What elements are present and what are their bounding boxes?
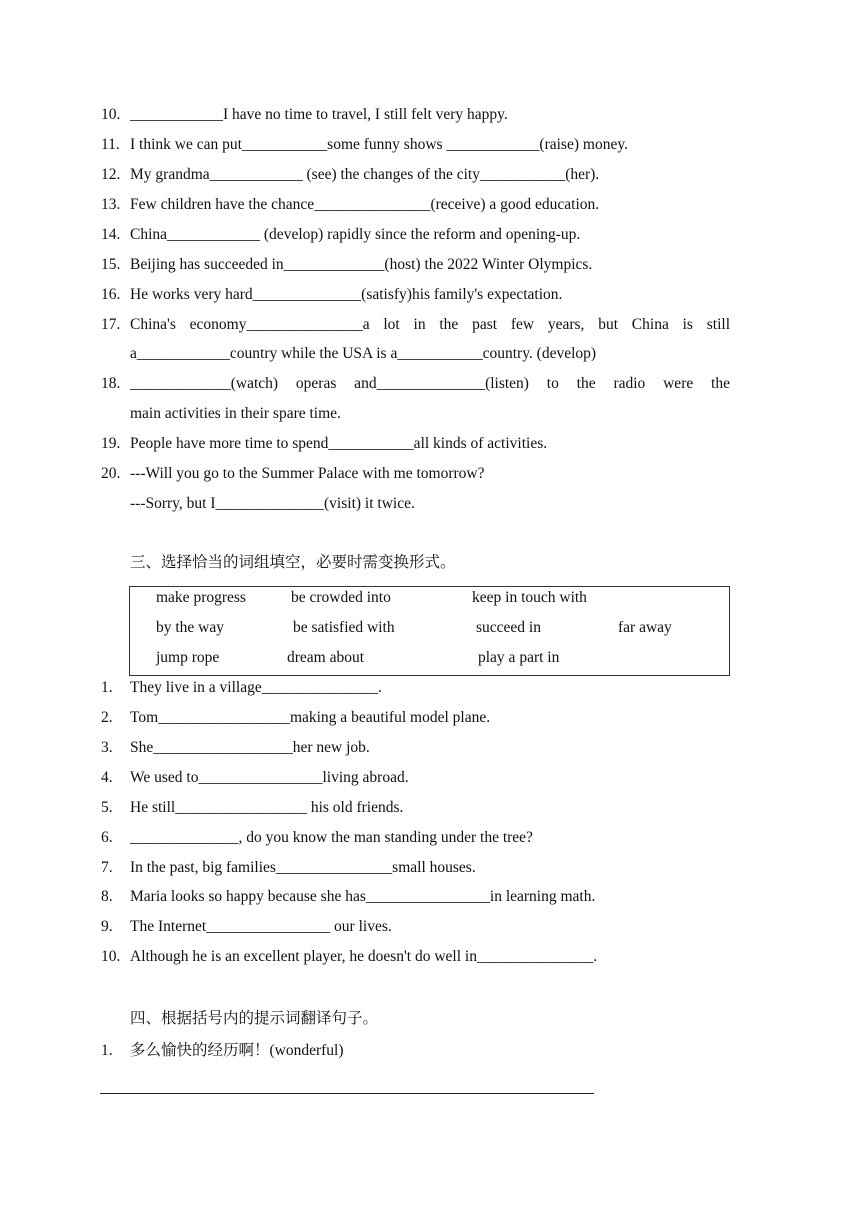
item-text: Few children have the chance_______________(receive) a good education. <box>130 196 600 213</box>
phrase-jump-rope: jump rope <box>156 649 220 666</box>
item-text: My grandma____________ (see) the changes of the city___________(her). <box>130 166 600 183</box>
item-text: China____________ (develop) rapidly since the reform and opening-up. <box>130 226 581 243</box>
item-number: 10. <box>101 948 121 965</box>
item-number: 8. <box>101 888 113 905</box>
item-text: China's economy_______________a lot in the past few years, but China is still <box>130 316 730 333</box>
phrase-dream-about: dream about <box>287 649 365 666</box>
item-number: 6. <box>101 829 113 846</box>
item-number: 13. <box>101 196 121 213</box>
item-text: The Internet________________ our lives. <box>130 918 392 935</box>
item-text: Maria looks so happy because she has________________in learning math. <box>130 888 596 905</box>
item-text-continued: a____________country while the USA is a___________country. (develop) <box>130 345 597 362</box>
translation-answer-line[interactable] <box>100 1093 594 1094</box>
item-text: _____________(watch) operas and______________(listen) to the radio were the <box>130 375 730 392</box>
item-number: 5. <box>101 799 113 816</box>
phrase-succeed-in: succeed in <box>476 619 541 636</box>
phrase-be-crowded-into: be crowded into <box>291 589 391 606</box>
item-number: 2. <box>101 709 113 726</box>
item-number: 16. <box>101 286 121 303</box>
item-text: He works very hard______________(satisfy)his family's expectation. <box>130 286 563 303</box>
item-text: ---Will you go to the Summer Palace with me tomorrow? <box>130 465 485 482</box>
item-number: 7. <box>101 859 113 876</box>
item-text: Tom_________________making a beautiful model plane. <box>130 709 491 726</box>
item-text: She__________________her new job. <box>130 739 370 756</box>
item-number: 12. <box>101 166 121 183</box>
item-number: 1. <box>101 679 113 696</box>
item-text: Although he is an excellent player, he doesn't do well in_______________. <box>130 948 598 965</box>
item-number: 11. <box>101 136 120 153</box>
item-text: I think we can put___________some funny shows ____________(raise) money. <box>130 136 628 153</box>
item-number: 14. <box>101 226 121 243</box>
phrase-be-satisfied-with: be satisfied with <box>293 619 395 636</box>
phrase-make-progress: make progress <box>156 589 246 606</box>
item-text: They live in a village_______________. <box>130 679 382 696</box>
item-text-continued: main activities in their spare time. <box>130 405 341 422</box>
phrase-keep-in-touch-with: keep in touch with <box>472 589 587 606</box>
item-number: 20. <box>101 465 121 482</box>
item-number: 9. <box>101 918 113 935</box>
item-number: 19. <box>101 435 121 452</box>
item-number: 4. <box>101 769 113 786</box>
item-text: In the past, big families_______________small houses. <box>130 859 476 876</box>
phrase-bank-box <box>129 586 730 676</box>
item-text: ____________I have no time to travel, I still felt very happy. <box>130 106 508 123</box>
item-number: 18. <box>101 375 121 392</box>
item-number: 15. <box>101 256 121 273</box>
item-number: 17. <box>101 316 121 333</box>
phrase-far-away: far away <box>618 619 672 636</box>
item-text: We used to________________living abroad. <box>130 769 409 786</box>
item-number: 3. <box>101 739 113 756</box>
item-text: ______________, do you know the man standing under the tree? <box>130 829 533 846</box>
item-text: Beijing has succeeded in_____________(host) the 2022 Winter Olympics. <box>130 256 593 273</box>
section-four-heading: 四、根据括号内的提示词翻译句子。 <box>130 1010 379 1027</box>
item-text-continued: ---Sorry, but I______________(visit) it twice. <box>130 495 415 512</box>
item-text: People have more time to spend___________all kinds of activities. <box>130 435 548 452</box>
item-text: He still_________________ his old friends. <box>130 799 404 816</box>
phrase-by-the-way: by the way <box>156 619 225 636</box>
item-number: 10. <box>101 106 121 123</box>
phrase-play-a-part-in: play a part in <box>478 649 560 666</box>
section-three-heading: 三、选择恰当的词组填空，必要时需变换形式。 <box>130 554 456 571</box>
item-number: 1. <box>101 1042 113 1059</box>
item-text: 多么愉快的经历啊！(wonderful) <box>130 1042 344 1059</box>
